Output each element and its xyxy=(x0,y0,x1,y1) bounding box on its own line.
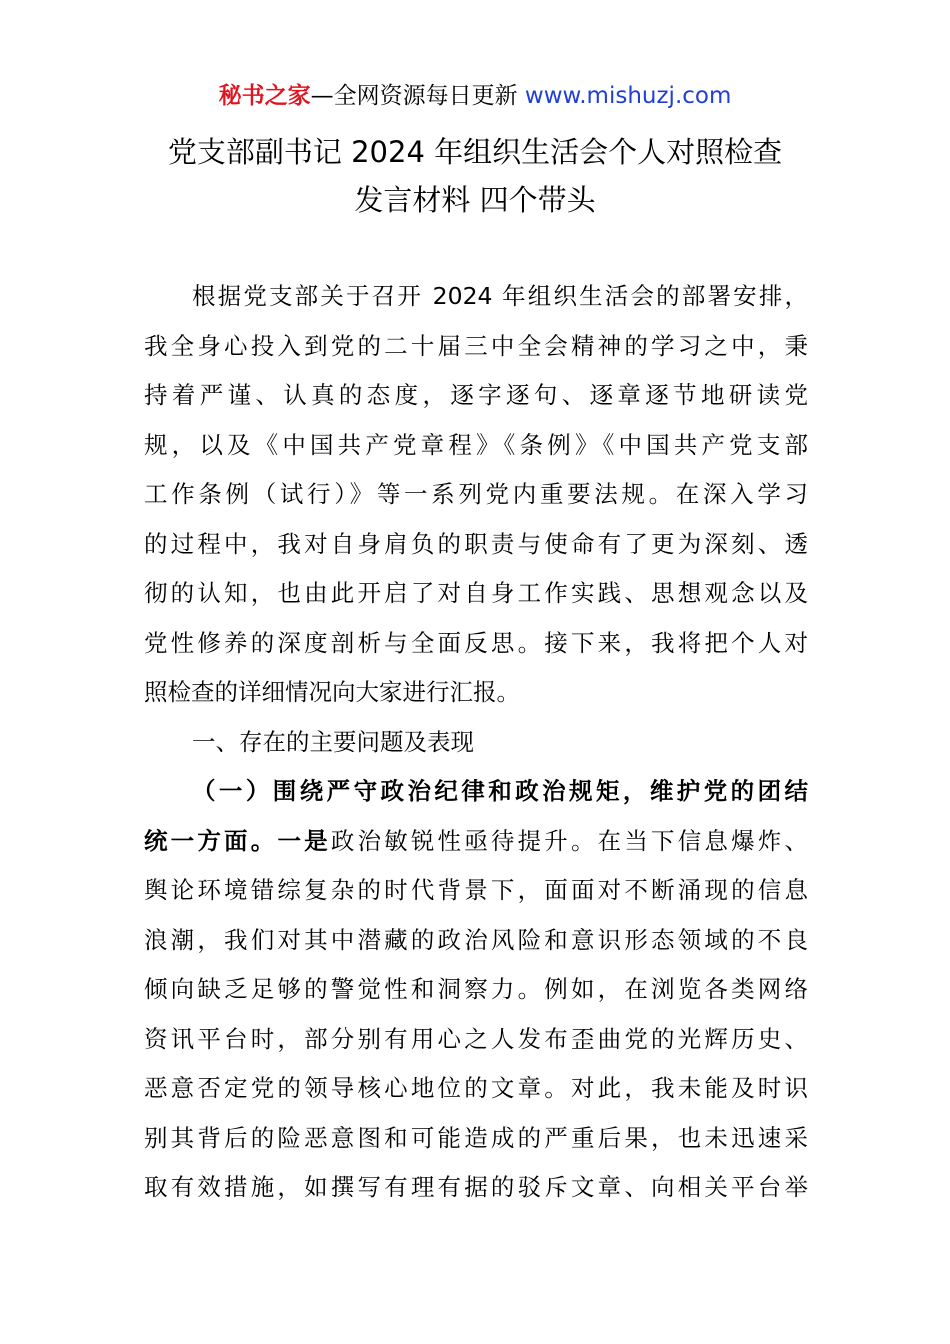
point-marker-first: 一是 xyxy=(277,826,331,855)
text-line: 我全身心投入到党的二十届三中全会精神的学习之中，秉 xyxy=(144,331,808,360)
text-line: 规，以及《中国共产党章程》《条例》《中国共产党支部 xyxy=(144,430,808,459)
paragraph-intro xyxy=(144,272,808,718)
text-line: 资讯平台时，部分别有用心之人发布歪曲党的光辉历史、 xyxy=(144,1024,808,1053)
section-heading-text: 一、存在的主要问题及表现 xyxy=(192,727,474,756)
document-body xyxy=(144,272,808,1213)
text-line: 舆论环境错综复杂的时代背景下，面面对不断涌现的信息 xyxy=(144,876,808,904)
text-line: 倾向缺乏足够的警觉性和洞察力。例如，在浏览各类网络 xyxy=(144,975,808,1003)
text-line: 党性修养的深度剖析与全面反思。接下来，我将把个人对 xyxy=(144,628,808,657)
point-text-start: 政治敏锐性亟待提升。在当下信息爆炸、 xyxy=(330,826,808,855)
header-slogan: —全网资源每日更新 xyxy=(310,83,525,109)
text-line: 别其背后的险恶意图和可能造成的严重后果，也未迅速采 xyxy=(144,1123,808,1152)
subsection-heading-end: 统一方面。 xyxy=(144,826,278,855)
text-line: 持着严谨、认真的态度，逐字逐句、逐章逐节地研读党 xyxy=(144,381,808,409)
text-line: 照检查的详细情况向大家进行汇报。 xyxy=(144,678,520,706)
title-line-2: 发言材料 四个带头 xyxy=(354,183,596,217)
text-line: 取有效措施，如撰写有理有据的驳斥文章、向相关平台举 xyxy=(144,1173,808,1201)
document-title xyxy=(120,128,830,224)
text-line: 浪潮，我们对其中潜藏的政治风险和意识形态领域的不良 xyxy=(144,925,808,954)
brand-name: 秘书之家 xyxy=(218,83,311,109)
text-line: 的过程中，我对自身肩负的职责与使命有了更为深刻、透 xyxy=(144,529,808,558)
site-header xyxy=(0,80,950,112)
text-line: 根据党支部关于召开 2024 年组织生活会的部署安排， xyxy=(192,282,808,310)
site-url[interactable]: www.mishuzj.com xyxy=(524,83,732,109)
paragraph-political-discipline xyxy=(144,767,808,1213)
section-heading-1 xyxy=(144,718,808,768)
text-line: 工作条例（试行）》等一系列党内重要法规。在深入学习 xyxy=(144,480,808,508)
subsection-heading-line-1: （一）围绕严守政治纪律和政治规矩，维护党的团结 xyxy=(192,777,808,805)
text-line: 彻的认知，也由此开启了对自身工作实践、思想观念以及 xyxy=(144,579,808,607)
text-line xyxy=(144,817,808,867)
text-line: 恶意否定党的领导核心地位的文章。对此，我未能及时识 xyxy=(144,1074,808,1102)
title-line-1: 党支部副书记 2024 年组织生活会个人对照检查 xyxy=(167,135,783,169)
